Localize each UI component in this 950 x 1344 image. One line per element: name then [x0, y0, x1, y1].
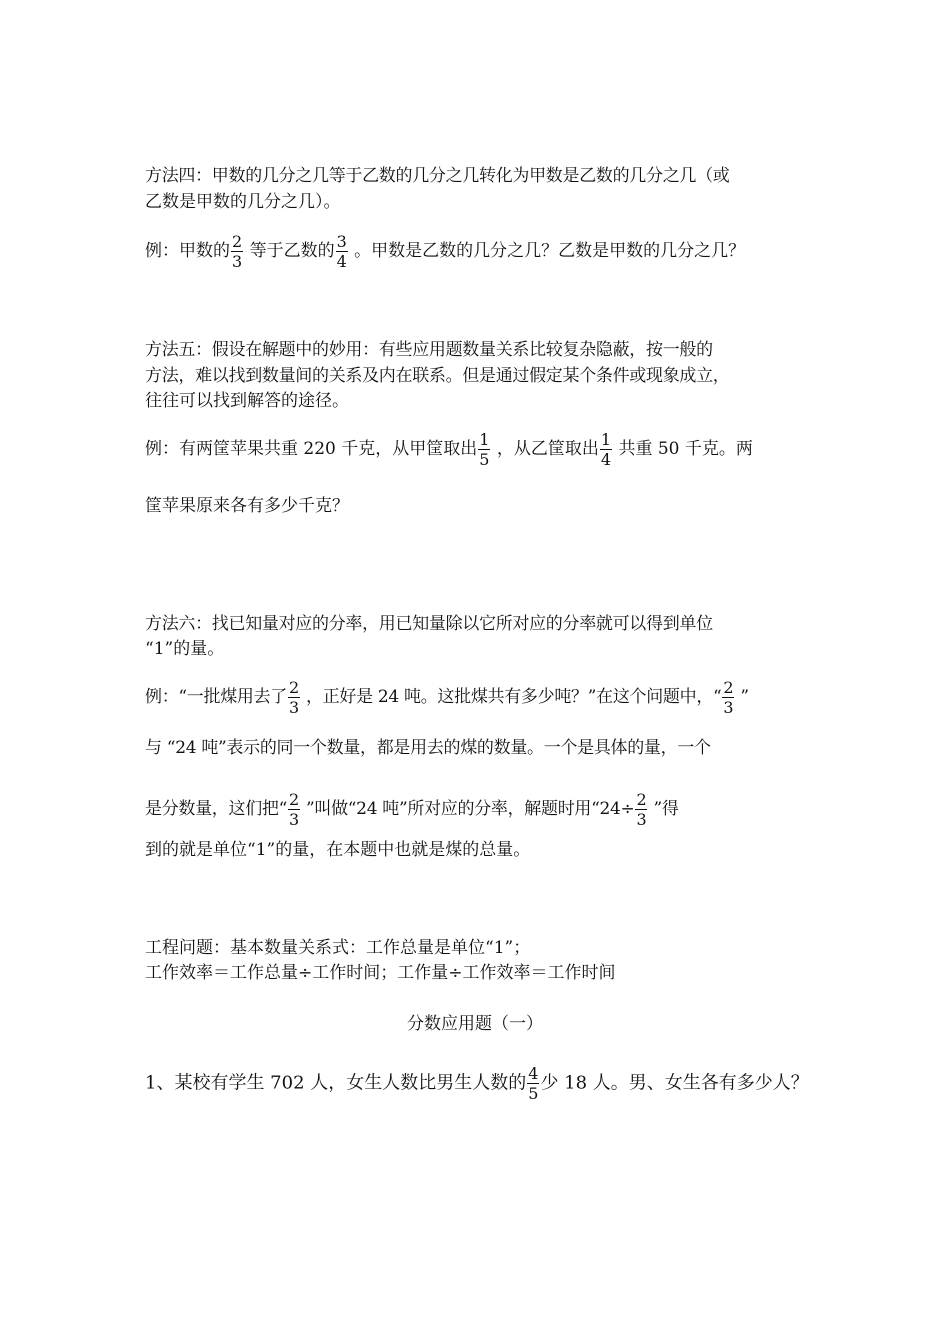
text-segment: 共重 50 千克。两 [613, 439, 753, 459]
text-segment: 1、某校有学生 702 人，女生人数比男生人数的 [145, 1072, 527, 1094]
fraction: $\frac{3}{4}$ [336, 232, 347, 271]
fraction: $\frac{2}{3}$ [723, 678, 734, 717]
method6-line2: “1”的量。 [145, 639, 225, 659]
method6-example-a [145, 678, 815, 717]
text-segment: ，从乙筐取出 [491, 439, 599, 459]
engineering-line2: 工作效率＝工作总量÷工作时间；工作量÷工作效率＝工作时间 [145, 963, 616, 983]
fraction: $\frac{2}{3}$ [232, 232, 243, 271]
method4-line2: 乙数是甲数的几分之几）。 [145, 192, 341, 212]
method5-line1: 方法五：假设在解题中的妙用：有些应用题数量关系比较复杂隐蔽，按一般的 [145, 340, 713, 360]
method6-line1: 方法六：找已知量对应的分率，用已知量除以它所对应的分率就可以得到单位 [145, 614, 713, 634]
text-segment: 是分数量，这们把“ [145, 799, 287, 819]
problem-1 [145, 1064, 815, 1103]
fraction: $\frac{2}{3}$ [289, 678, 299, 717]
fraction: $\frac{4}{5}$ [528, 1064, 539, 1103]
method5-example-line2: 筐苹果原来各有多少千克？ [145, 496, 349, 516]
text-segment: 等于乙数的 [244, 241, 335, 261]
fraction: $\frac{2}{3}$ [289, 790, 299, 829]
text-segment: ”得 [648, 799, 679, 819]
fraction: $\frac{1}{4}$ [600, 430, 612, 469]
text-segment: 例：有两筐苹果共重 220 千克，从甲筐取出 [145, 439, 478, 459]
method6-example-c [145, 790, 815, 829]
method5-example [145, 430, 815, 469]
text-segment: 。甲数是乙数的几分之几？乙数是甲数的几分之几？ [348, 241, 746, 261]
method5-line3: 往往可以找到解答的途径。 [145, 391, 349, 411]
fraction: $\frac{2}{3}$ [636, 790, 647, 829]
fraction: $\frac{1}{5}$ [479, 430, 490, 469]
text-segment: ” [735, 687, 749, 707]
text-segment: ”叫做“24 吨”所对应的分率，解题时用“24÷ [300, 799, 635, 819]
text-segment: ，正好是 24 吨。这批煤共有多少吨？”在这个问题中，“ [300, 687, 722, 707]
text-segment: 例：甲数的 [145, 241, 230, 261]
method4-line1: 方法四：甲数的几分之几等于乙数的几分之几转化为甲数是乙数的几分之几（或 [145, 166, 730, 186]
method5-line2: 方法，难以找到数量间的关系及内在联系。但是通过假定某个条件或现象成立， [145, 366, 730, 386]
text-segment: 少 18 人。男、女生各有多少人？ [540, 1072, 809, 1094]
method6-example-d: 到的就是单位“1”的量，在本题中也就是煤的总量。 [145, 840, 531, 860]
engineering-line1: 工程问题：基本数量关系式：工作总量是单位“1”； [145, 938, 531, 958]
section-title: 分数应用题（一） [407, 1014, 543, 1034]
text-segment: 例：“一批煤用去了 [145, 687, 287, 707]
method6-example-b: 与 “24 吨”表示的同一个数量，都是用去的煤的数量。一个是具体的量，一个 [145, 738, 711, 758]
method4-example [145, 232, 815, 271]
